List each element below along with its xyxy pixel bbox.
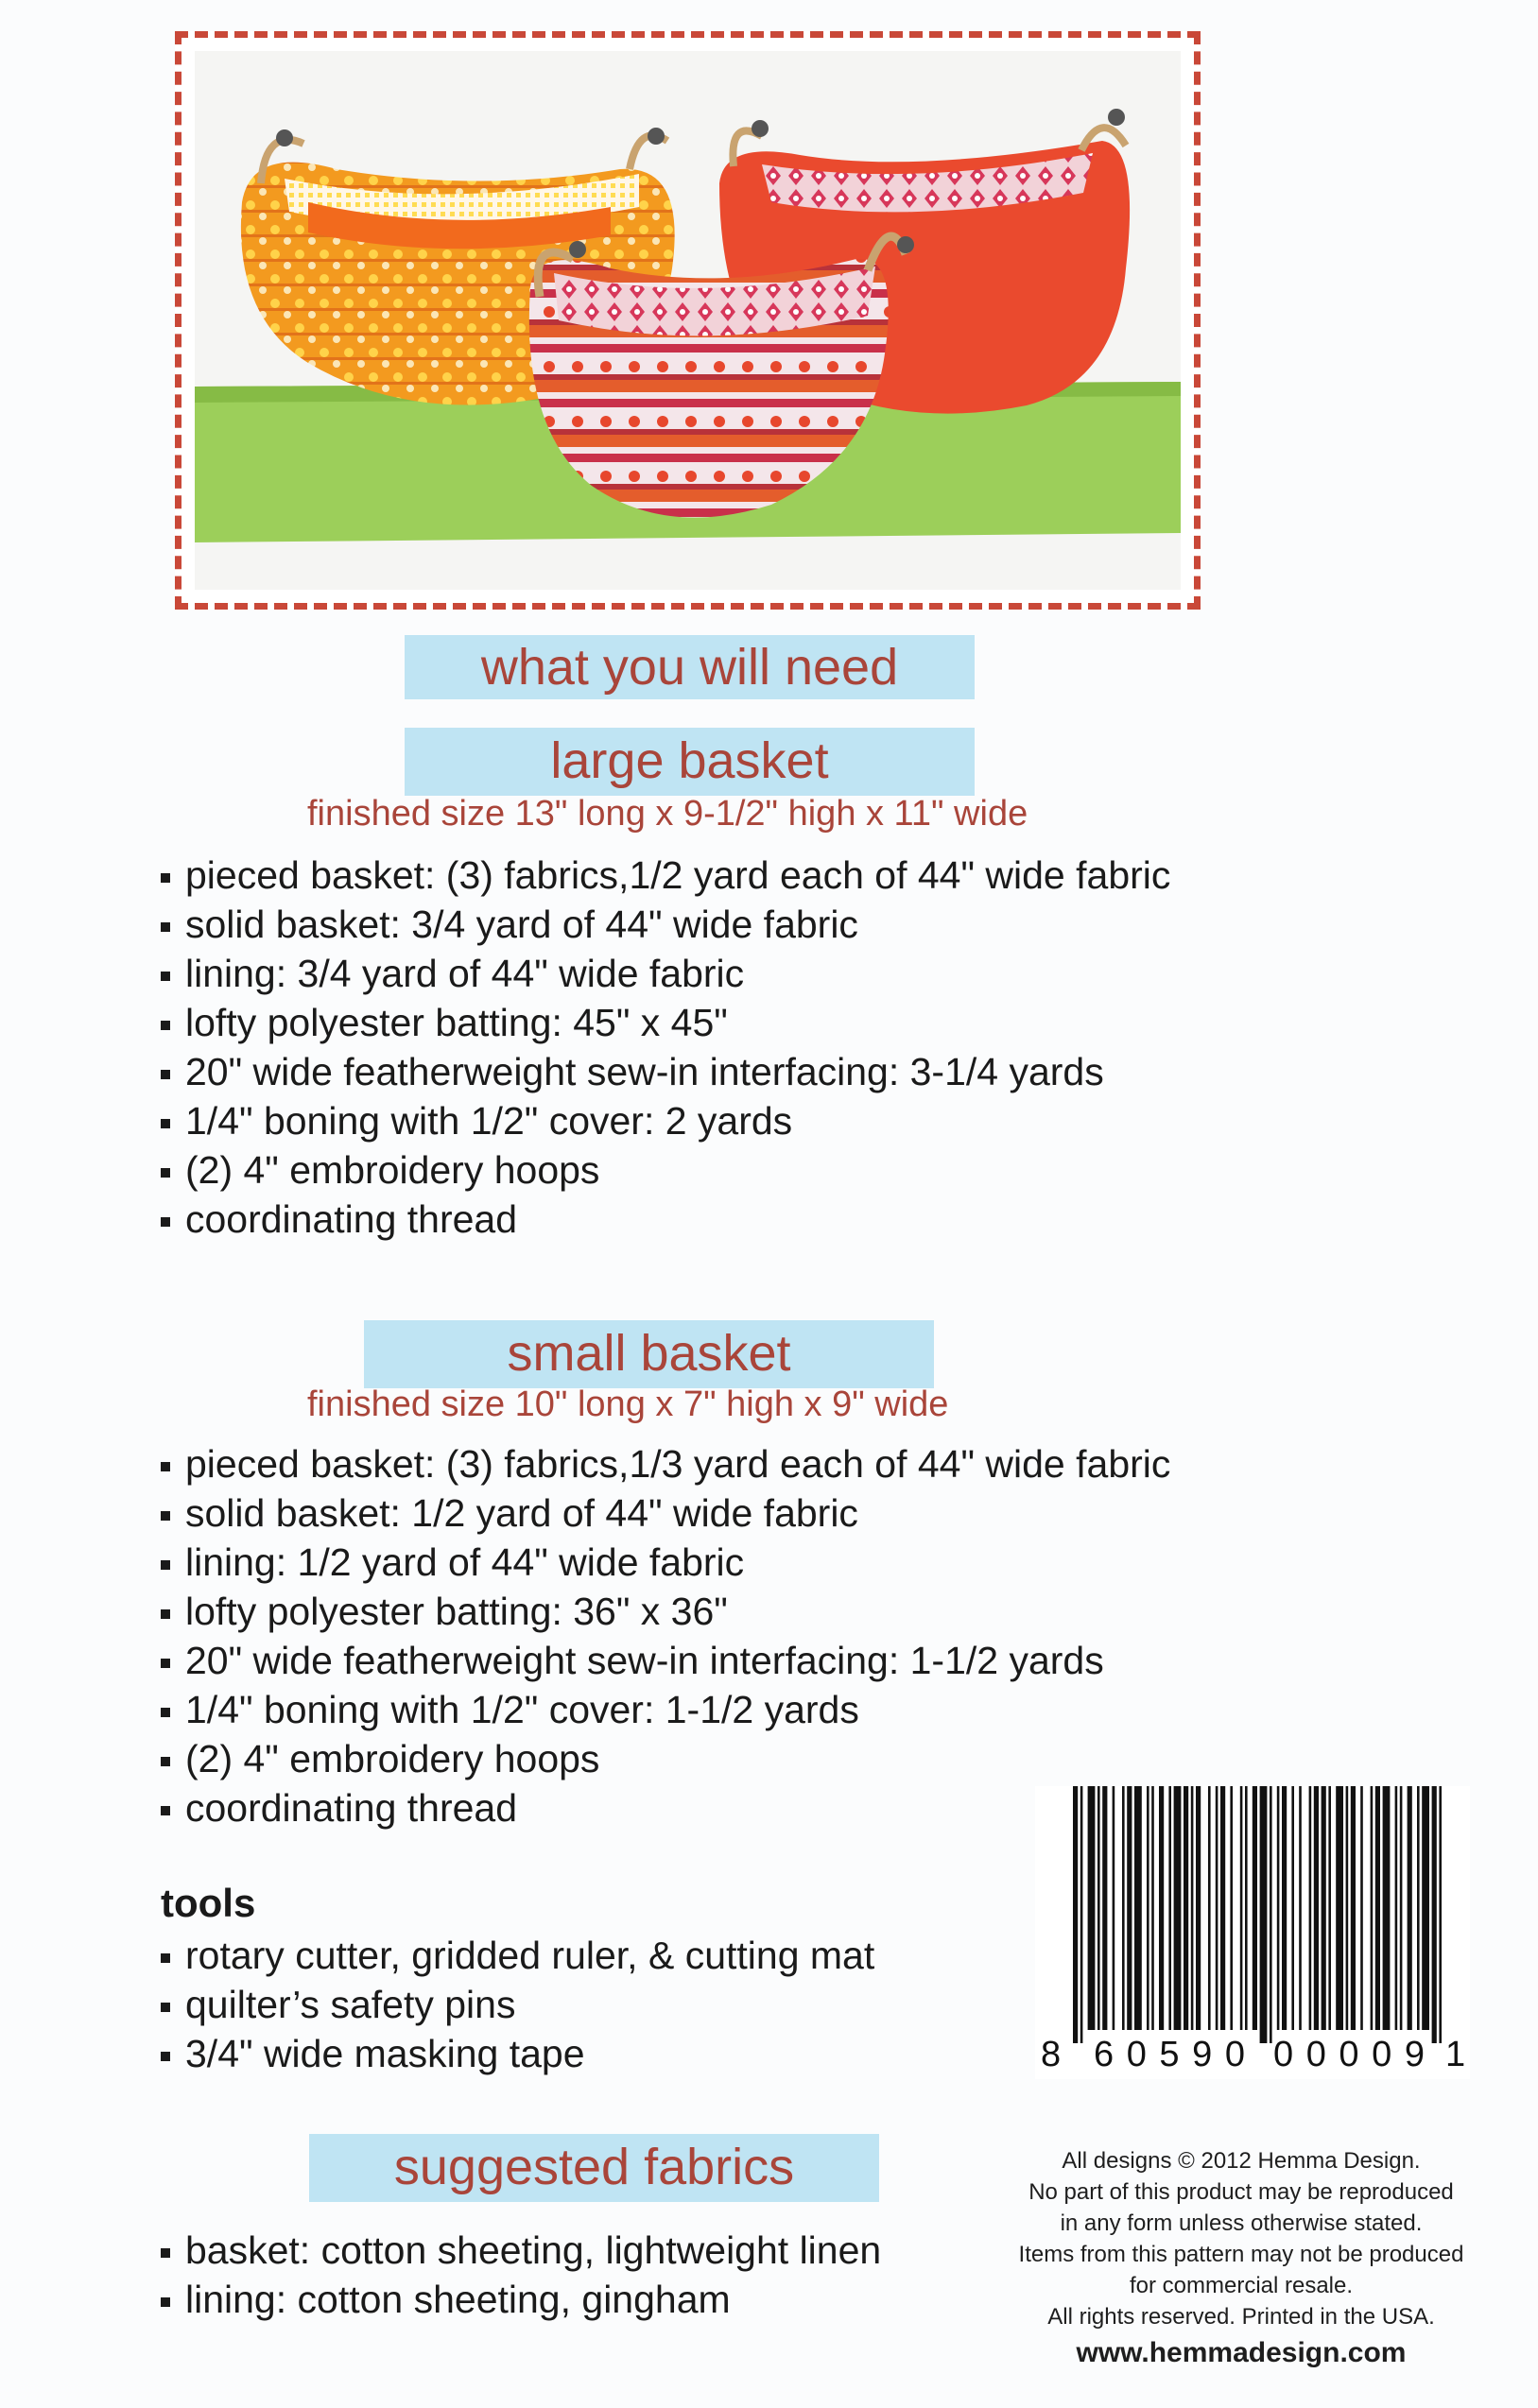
barcode-bar [1422,1786,1429,2030]
barcode-bar [1432,1786,1437,2043]
legal-line: for commercial resale. [1129,2273,1354,2298]
barcode-bar [1346,1786,1349,2030]
legal-line: Items from this pattern may not be produced [1018,2242,1464,2267]
barcode-digit-lead: 8 [1041,2035,1062,2074]
legal-notice [972,2145,1511,2372]
barcode-bar [1168,1786,1171,2030]
barcode-bar [1102,1786,1107,2030]
barcode-bar [1113,1786,1115,2030]
baskets-illustration [195,51,1181,590]
barcode-bar [1282,1786,1287,2030]
legal-line: in any form unless otherwise stated. [1060,2210,1423,2236]
list-item: basket: cotton sheeting, lightweight linen [161,2226,881,2275]
barcode-bar [1220,1786,1225,2030]
tools-title: tools [161,1881,256,1925]
barcode-bar [1147,1786,1149,2030]
barcode-bar [1322,1786,1326,2030]
small-basket-title: small basket [364,1320,934,1388]
barcode-digits-right: 00009 [1273,2035,1425,2074]
list-item: (2) 4" embroidery hoops [161,1734,1170,1783]
barcode-bar [1080,1786,1083,2043]
list-item: 3/4" wide masking tape [161,2029,874,2078]
barcode-bar [1408,1786,1412,2030]
barcode-bar [1260,1786,1268,2043]
barcode-bar [1270,1786,1272,2043]
list-item: lofty polyester batting: 45" x 45" [161,998,1170,1047]
barcode-bar [1184,1786,1188,2030]
barcode-bar [1191,1786,1194,2030]
barcode-bar [1277,1786,1280,2030]
barcode-bar [1309,1786,1312,2030]
barcode-bar [1400,1786,1403,2030]
list-item: lining: cotton sheeting, gingham [161,2275,881,2324]
barcode-graphic [1035,1786,1470,2079]
barcode-bar [1299,1786,1302,2030]
product-photo-frame [175,31,1201,610]
barcode-bar [1127,1786,1132,2030]
barcode-bar [1351,1786,1356,2030]
barcode-bar [1208,1786,1211,2030]
list-item: coordinating thread [161,1783,1170,1832]
large-basket-list [161,851,1170,1244]
barcode-bar [1134,1786,1142,2030]
barcode-digit-check: 1 [1445,2035,1466,2074]
list-item: 20" wide featherweight sew-in interfacing: 1-1/2 yards [161,1636,1170,1685]
section-title-what-you-need: what you will need [405,635,975,699]
list-item: (2) 4" embroidery hoops [161,1145,1170,1195]
barcode-bar [1097,1786,1100,2030]
barcode-bar [1088,1786,1096,2030]
list-item: lining: 3/4 yard of 44" wide fabric [161,949,1170,998]
barcode-bar [1328,1786,1331,2030]
list-item: 1/4" boning with 1/2" cover: 2 yards [161,1096,1170,1145]
website-link[interactable]: www.hemmadesign.com [1076,2337,1407,2368]
suggested-fabrics-title: suggested fabrics [309,2134,879,2202]
barcode-digits-left: 60590 [1094,2035,1245,2074]
barcode [1035,1786,1470,2079]
list-item: pieced basket: (3) fabrics,1/2 yard each of 44" wide fabric [161,851,1170,900]
baskets-photo [195,51,1181,590]
list-item: lofty polyester batting: 36" x 36" [161,1587,1170,1636]
barcode-bar [1230,1786,1233,2030]
barcode-bar [1216,1786,1218,2030]
barcode-bar [1375,1786,1380,2030]
barcode-bar [1291,1786,1294,2030]
barcode-bar [1151,1786,1154,2030]
large-basket-size: finished size 13" long x 9-1/2" high x 11" wide [307,794,1028,834]
barcode-bar [1245,1786,1248,2030]
barcode-bar [1439,1786,1442,2043]
list-item: 20" wide featherweight sew-in interfacing: 3-1/4 yards [161,1047,1170,1096]
list-item: 1/4" boning with 1/2" cover: 1-1/2 yards [161,1685,1170,1734]
barcode-bar [1240,1786,1243,2030]
barcode-bar [1336,1786,1343,2030]
list-item: solid basket: 3/4 yard of 44" wide fabric [161,900,1170,949]
barcode-bar [1073,1786,1078,2043]
barcode-bar [1253,1786,1257,2030]
tools-list [161,1931,874,2078]
suggested-fabrics-list [161,2226,881,2324]
barcode-bar [1122,1786,1125,2030]
barcode-bar [1360,1786,1363,2030]
list-item: lining: 1/2 yard of 44" wide fabric [161,1538,1170,1587]
barcode-bar [1196,1786,1201,2030]
small-basket-size: finished size 10" long x 7" high x 9" wide [307,1385,949,1424]
list-item: solid basket: 1/2 yard of 44" wide fabric [161,1488,1170,1538]
list-item: pieced basket: (3) fabrics,1/3 yard each of 44" wide fabric [161,1439,1170,1488]
legal-line: All designs © 2012 Hemma Design. [1062,2148,1421,2174]
legal-line: No part of this product may be reproduced [1028,2179,1454,2205]
barcode-bar [1371,1786,1374,2030]
list-item: quilter’s safety pins [161,1980,874,2029]
barcode-bar [1395,1786,1398,2030]
barcode-bar [1174,1786,1182,2030]
barcode-bar [1159,1786,1164,2030]
small-basket-list [161,1439,1170,1832]
large-basket-title: large basket [405,728,975,796]
list-item: coordinating thread [161,1195,1170,1244]
barcode-bar [1417,1786,1420,2030]
list-item: rotary cutter, gridded ruler, & cutting mat [161,1931,874,1980]
legal-line: All rights reserved. Printed in the USA. [1047,2304,1435,2330]
barcode-bar [1314,1786,1319,2030]
barcode-bar [1383,1786,1391,2030]
